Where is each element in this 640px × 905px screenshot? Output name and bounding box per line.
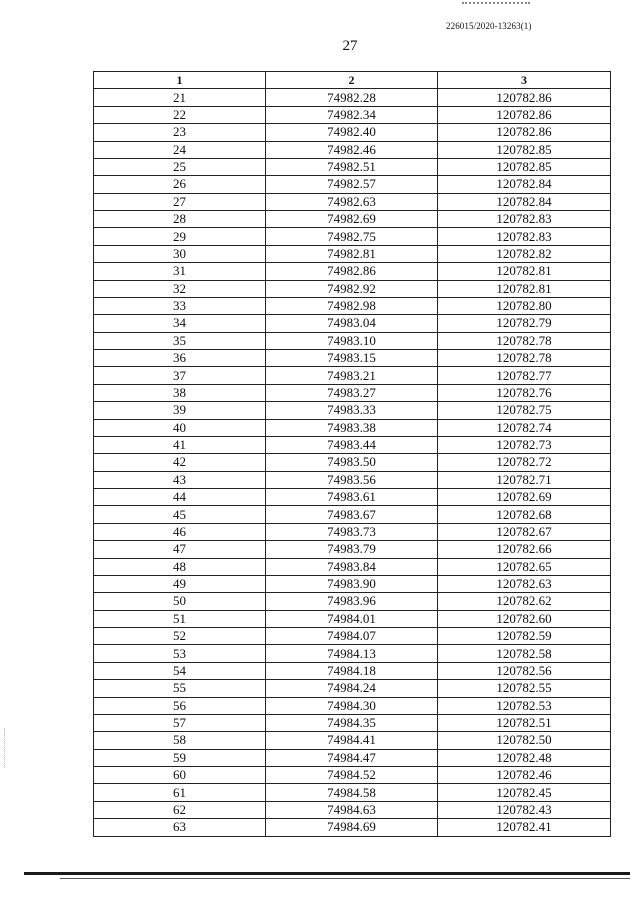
y-coordinate-cell: 120782.58 xyxy=(438,645,611,662)
point-number-cell: 61 xyxy=(94,784,266,801)
y-coordinate-cell: 120782.68 xyxy=(438,506,611,523)
x-coordinate-cell: 74983.38 xyxy=(266,419,438,436)
point-number-cell: 29 xyxy=(94,228,266,245)
y-coordinate-cell: 120782.77 xyxy=(438,367,611,384)
table-row xyxy=(94,610,611,627)
table-row xyxy=(94,332,611,349)
table-row xyxy=(94,749,611,766)
table-row xyxy=(94,714,611,731)
document-id: 226015/2020-13263(1) xyxy=(446,21,532,31)
point-number-cell: 51 xyxy=(94,610,266,627)
y-coordinate-cell: 120782.81 xyxy=(438,263,611,280)
y-coordinate-cell: 120782.80 xyxy=(438,297,611,314)
coordinates-table xyxy=(93,71,611,837)
y-coordinate-cell: 120782.43 xyxy=(438,801,611,818)
table-row xyxy=(94,506,611,523)
point-number-cell: 42 xyxy=(94,454,266,471)
y-coordinate-cell: 120782.62 xyxy=(438,593,611,610)
table-row xyxy=(94,697,611,714)
x-coordinate-cell: 74984.01 xyxy=(266,610,438,627)
y-coordinate-cell: 120782.83 xyxy=(438,228,611,245)
point-number-cell: 55 xyxy=(94,680,266,697)
table-row xyxy=(94,89,611,106)
y-coordinate-cell: 120782.46 xyxy=(438,767,611,784)
table-row xyxy=(94,350,611,367)
y-coordinate-cell: 120782.86 xyxy=(438,124,611,141)
table-row xyxy=(94,280,611,297)
point-number-cell: 39 xyxy=(94,402,266,419)
table-row xyxy=(94,471,611,488)
x-coordinate-cell: 74983.79 xyxy=(266,541,438,558)
point-number-cell: 60 xyxy=(94,767,266,784)
y-coordinate-cell: 120782.50 xyxy=(438,732,611,749)
column-header-1: 1 xyxy=(94,72,266,89)
point-number-cell: 38 xyxy=(94,384,266,401)
x-coordinate-cell: 74982.28 xyxy=(266,89,438,106)
x-coordinate-cell: 74984.35 xyxy=(266,714,438,731)
x-coordinate-cell: 74983.15 xyxy=(266,350,438,367)
x-coordinate-cell: 74984.58 xyxy=(266,784,438,801)
point-number-cell: 44 xyxy=(94,489,266,506)
table-row xyxy=(94,801,611,818)
y-coordinate-cell: 120782.84 xyxy=(438,193,611,210)
y-coordinate-cell: 120782.79 xyxy=(438,315,611,332)
x-coordinate-cell: 74982.63 xyxy=(266,193,438,210)
point-number-cell: 25 xyxy=(94,158,266,175)
point-number-cell: 27 xyxy=(94,193,266,210)
footer-rule-thin xyxy=(60,878,630,879)
point-number-cell: 28 xyxy=(94,211,266,228)
point-number-cell: 32 xyxy=(94,280,266,297)
table-row xyxy=(94,523,611,540)
point-number-cell: 48 xyxy=(94,558,266,575)
column-header-3: 3 xyxy=(438,72,611,89)
point-number-cell: 57 xyxy=(94,714,266,731)
x-coordinate-cell: 74982.75 xyxy=(266,228,438,245)
table-row xyxy=(94,628,611,645)
table-row xyxy=(94,297,611,314)
table-row xyxy=(94,106,611,123)
point-number-cell: 59 xyxy=(94,749,266,766)
table-row xyxy=(94,784,611,801)
y-coordinate-cell: 120782.78 xyxy=(438,332,611,349)
table-row xyxy=(94,662,611,679)
table-row xyxy=(94,193,611,210)
point-number-cell: 26 xyxy=(94,176,266,193)
point-number-cell: 31 xyxy=(94,263,266,280)
column-header-2: 2 xyxy=(266,72,438,89)
x-coordinate-cell: 74983.33 xyxy=(266,402,438,419)
y-coordinate-cell: 120782.86 xyxy=(438,106,611,123)
point-number-cell: 23 xyxy=(94,124,266,141)
scan-artifact-top xyxy=(462,2,530,7)
x-coordinate-cell: 74982.51 xyxy=(266,158,438,175)
point-number-cell: 50 xyxy=(94,593,266,610)
table-row xyxy=(94,263,611,280)
x-coordinate-cell: 74984.41 xyxy=(266,732,438,749)
x-coordinate-cell: 74982.86 xyxy=(266,263,438,280)
x-coordinate-cell: 74983.96 xyxy=(266,593,438,610)
point-number-cell: 36 xyxy=(94,350,266,367)
x-coordinate-cell: 74983.84 xyxy=(266,558,438,575)
y-coordinate-cell: 120782.63 xyxy=(438,575,611,592)
y-coordinate-cell: 120782.65 xyxy=(438,558,611,575)
point-number-cell: 54 xyxy=(94,662,266,679)
point-number-cell: 47 xyxy=(94,541,266,558)
x-coordinate-cell: 74982.46 xyxy=(266,141,438,158)
point-number-cell: 33 xyxy=(94,297,266,314)
x-coordinate-cell: 74983.56 xyxy=(266,471,438,488)
x-coordinate-cell: 74982.92 xyxy=(266,280,438,297)
point-number-cell: 53 xyxy=(94,645,266,662)
x-coordinate-cell: 74984.52 xyxy=(266,767,438,784)
table-row xyxy=(94,593,611,610)
table-row xyxy=(94,541,611,558)
table-row xyxy=(94,558,611,575)
x-coordinate-cell: 74982.40 xyxy=(266,124,438,141)
x-coordinate-cell: 74983.44 xyxy=(266,436,438,453)
x-coordinate-cell: 74984.63 xyxy=(266,801,438,818)
y-coordinate-cell: 120782.59 xyxy=(438,628,611,645)
y-coordinate-cell: 120782.86 xyxy=(438,89,611,106)
y-coordinate-cell: 120782.53 xyxy=(438,697,611,714)
x-coordinate-cell: 74984.13 xyxy=(266,645,438,662)
x-coordinate-cell: 74982.34 xyxy=(266,106,438,123)
point-number-cell: 30 xyxy=(94,245,266,262)
y-coordinate-cell: 120782.85 xyxy=(438,158,611,175)
x-coordinate-cell: 74984.69 xyxy=(266,819,438,836)
table-row xyxy=(94,176,611,193)
point-number-cell: 24 xyxy=(94,141,266,158)
table-row xyxy=(94,489,611,506)
point-number-cell: 22 xyxy=(94,106,266,123)
point-number-cell: 43 xyxy=(94,471,266,488)
table-row xyxy=(94,158,611,175)
y-coordinate-cell: 120782.75 xyxy=(438,402,611,419)
point-number-cell: 37 xyxy=(94,367,266,384)
point-number-cell: 56 xyxy=(94,697,266,714)
y-coordinate-cell: 120782.51 xyxy=(438,714,611,731)
y-coordinate-cell: 120782.71 xyxy=(438,471,611,488)
y-coordinate-cell: 120782.83 xyxy=(438,211,611,228)
x-coordinate-cell: 74984.24 xyxy=(266,680,438,697)
table-row xyxy=(94,124,611,141)
x-coordinate-cell: 74983.90 xyxy=(266,575,438,592)
table-row xyxy=(94,211,611,228)
y-coordinate-cell: 120782.45 xyxy=(438,784,611,801)
x-coordinate-cell: 74983.27 xyxy=(266,384,438,401)
table-row xyxy=(94,575,611,592)
footer-rule xyxy=(24,872,630,875)
table-row xyxy=(94,419,611,436)
y-coordinate-cell: 120782.78 xyxy=(438,350,611,367)
x-coordinate-cell: 74982.69 xyxy=(266,211,438,228)
x-coordinate-cell: 74984.47 xyxy=(266,749,438,766)
y-coordinate-cell: 120782.48 xyxy=(438,749,611,766)
y-coordinate-cell: 120782.67 xyxy=(438,523,611,540)
table-row xyxy=(94,436,611,453)
y-coordinate-cell: 120782.82 xyxy=(438,245,611,262)
table-row xyxy=(94,732,611,749)
y-coordinate-cell: 120782.41 xyxy=(438,819,611,836)
table-row xyxy=(94,402,611,419)
x-coordinate-cell: 74984.18 xyxy=(266,662,438,679)
table-row xyxy=(94,228,611,245)
x-coordinate-cell: 74984.07 xyxy=(266,628,438,645)
point-number-cell: 34 xyxy=(94,315,266,332)
y-coordinate-cell: 120782.60 xyxy=(438,610,611,627)
table-row xyxy=(94,819,611,836)
y-coordinate-cell: 120782.74 xyxy=(438,419,611,436)
table-row xyxy=(94,141,611,158)
scan-artifact-left xyxy=(4,728,6,768)
point-number-cell: 35 xyxy=(94,332,266,349)
y-coordinate-cell: 120782.84 xyxy=(438,176,611,193)
x-coordinate-cell: 74984.30 xyxy=(266,697,438,714)
y-coordinate-cell: 120782.55 xyxy=(438,680,611,697)
table-row xyxy=(94,245,611,262)
point-number-cell: 52 xyxy=(94,628,266,645)
x-coordinate-cell: 74983.10 xyxy=(266,332,438,349)
x-coordinate-cell: 74983.04 xyxy=(266,315,438,332)
y-coordinate-cell: 120782.85 xyxy=(438,141,611,158)
table-header-row xyxy=(94,72,611,89)
table-row xyxy=(94,454,611,471)
y-coordinate-cell: 120782.76 xyxy=(438,384,611,401)
point-number-cell: 40 xyxy=(94,419,266,436)
page-number: 27 xyxy=(342,38,358,54)
point-number-cell: 58 xyxy=(94,732,266,749)
y-coordinate-cell: 120782.66 xyxy=(438,541,611,558)
point-number-cell: 41 xyxy=(94,436,266,453)
x-coordinate-cell: 74982.98 xyxy=(266,297,438,314)
y-coordinate-cell: 120782.81 xyxy=(438,280,611,297)
point-number-cell: 45 xyxy=(94,506,266,523)
point-number-cell: 21 xyxy=(94,89,266,106)
y-coordinate-cell: 120782.73 xyxy=(438,436,611,453)
x-coordinate-cell: 74983.21 xyxy=(266,367,438,384)
table-row xyxy=(94,767,611,784)
x-coordinate-cell: 74983.67 xyxy=(266,506,438,523)
table-row xyxy=(94,384,611,401)
point-number-cell: 62 xyxy=(94,801,266,818)
y-coordinate-cell: 120782.56 xyxy=(438,662,611,679)
table-row xyxy=(94,680,611,697)
point-number-cell: 63 xyxy=(94,819,266,836)
x-coordinate-cell: 74982.57 xyxy=(266,176,438,193)
table-row xyxy=(94,367,611,384)
point-number-cell: 46 xyxy=(94,523,266,540)
x-coordinate-cell: 74983.50 xyxy=(266,454,438,471)
table-row xyxy=(94,645,611,662)
table-row xyxy=(94,315,611,332)
y-coordinate-cell: 120782.69 xyxy=(438,489,611,506)
x-coordinate-cell: 74983.61 xyxy=(266,489,438,506)
x-coordinate-cell: 74982.81 xyxy=(266,245,438,262)
x-coordinate-cell: 74983.73 xyxy=(266,523,438,540)
y-coordinate-cell: 120782.72 xyxy=(438,454,611,471)
point-number-cell: 49 xyxy=(94,575,266,592)
